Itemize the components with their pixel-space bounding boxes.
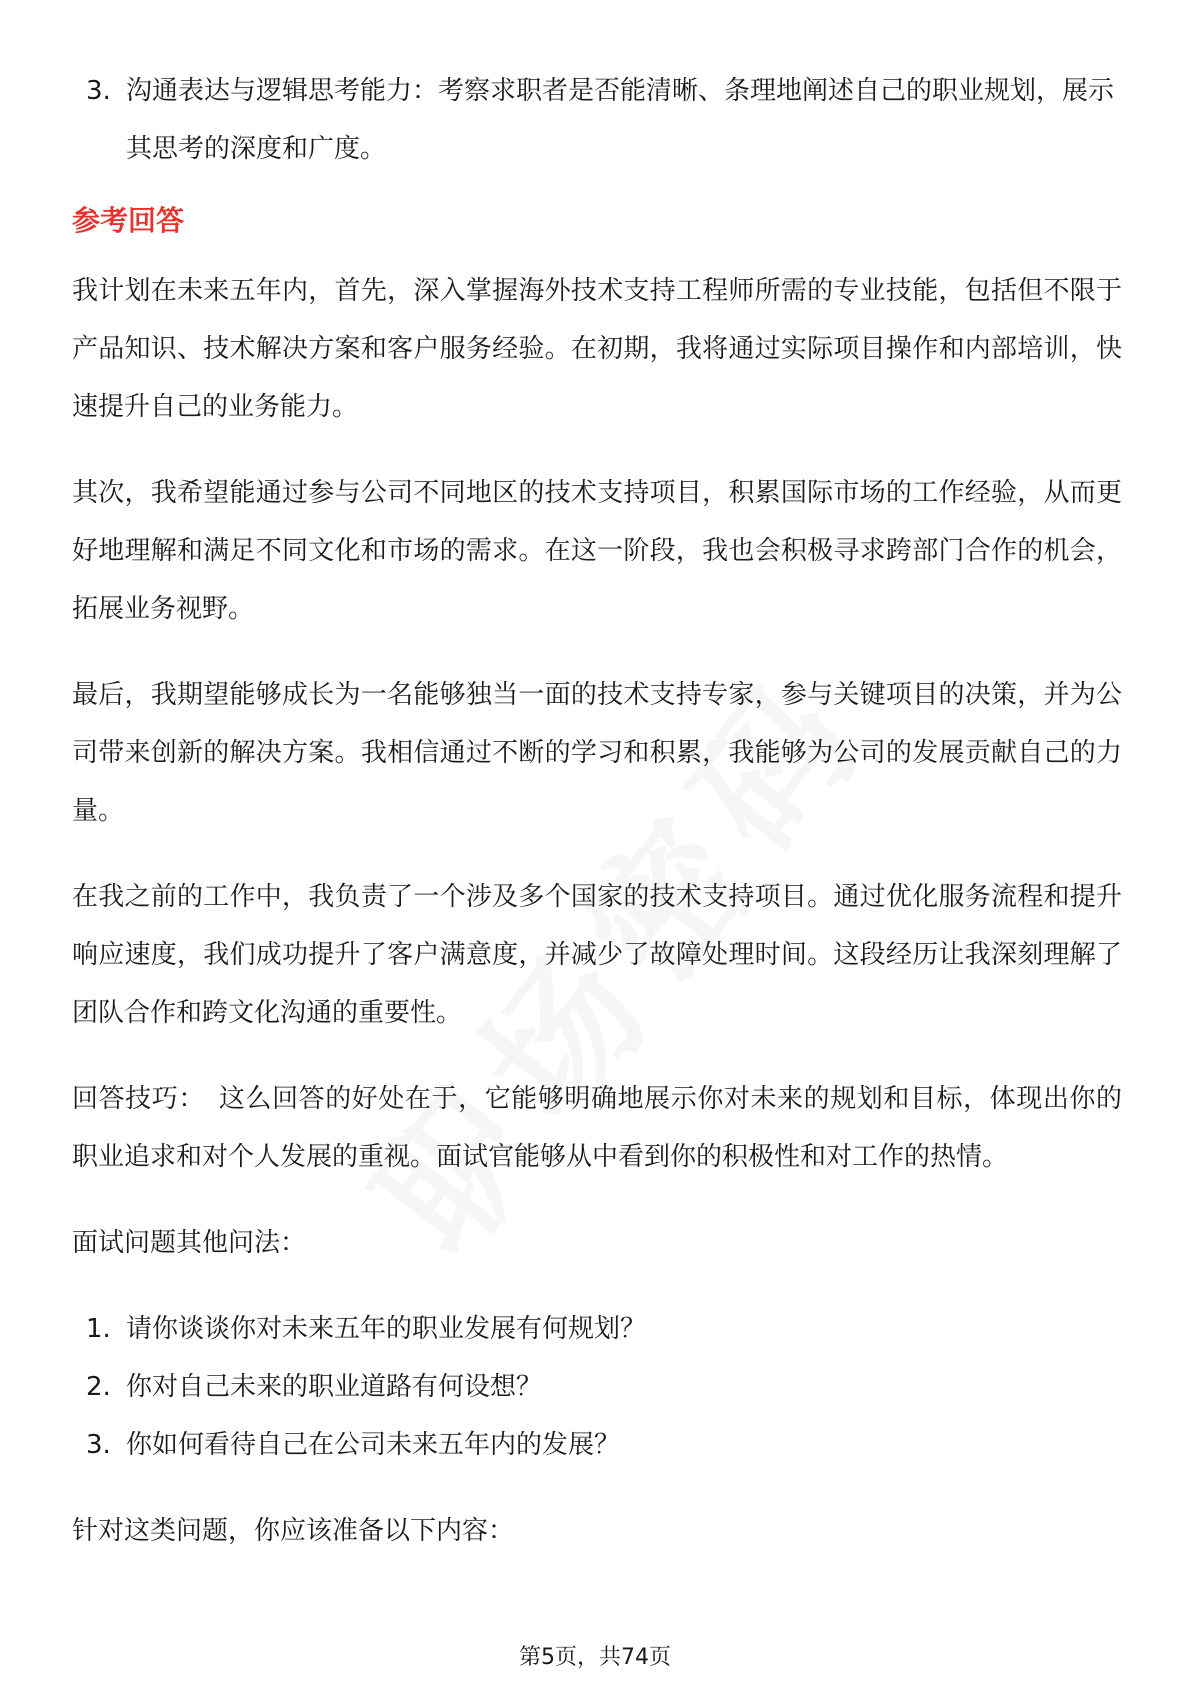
criteria-item-3 bbox=[72, 62, 1122, 178]
prep-heading: 针对这类问题，你应该准备以下内容： bbox=[72, 1516, 515, 1546]
answer-paragraph-4: 在我之前的工作中，我负责了一个涉及多个国家的技术支持项目。通过优化服务流程和提升响应速度，我们成功提升了客户满意度，并减少了故障处理时间。这段经历让我深刻理解了团队合作和跨文化沟通的重要性。 bbox=[72, 882, 1122, 1028]
answer-paragraph-3: 最后，我期望能够成长为一名能够独当一面的技术支持专家，参与关键项目的决策，并为公司带来创新的解决方案。我相信通过不断的学习和积累，我能够为公司的发展贡献自己的力量。 bbox=[72, 680, 1122, 826]
page-content bbox=[72, 62, 1122, 1588]
list-item bbox=[72, 1300, 1122, 1358]
list-item bbox=[72, 1416, 1122, 1474]
answer-paragraph-2: 其次，我希望能通过参与公司不同地区的技术支持项目，积累国际市场的工作经验，从而更好地理解和满足不同文化和市场的需求。在这一阶段，我也会积极寻求跨部门合作的机会，拓展业务视野。 bbox=[72, 478, 1122, 624]
tips-label: 回答技巧： bbox=[72, 1084, 205, 1114]
list-item-number: 3. bbox=[86, 1430, 111, 1460]
page-number-footer: 第5页，共74页 bbox=[519, 1645, 671, 1670]
answer-paragraph-1: 我计划在未来五年内，首先，深入掌握海外技术支持工程师所需的专业技能，包括但不限于产品知识、技术解决方案和客户服务经验。在初期，我将通过实际项目操作和内部培训，快速提升自己的业务能力。 bbox=[72, 276, 1122, 422]
list-item-number: 2. bbox=[86, 1372, 111, 1402]
criteria-item-text: 沟通表达与逻辑思考能力：考察求职者是否能清晰、条理地阐述自己的职业规划，展示其思考的深度和广度。 bbox=[126, 76, 1115, 164]
list-item bbox=[72, 1358, 1122, 1416]
criteria-item-number: 3. bbox=[86, 76, 111, 106]
list-item-text: 你对自己未来的职业道路有何设想？ bbox=[126, 1372, 543, 1402]
list-item-number: 1. bbox=[86, 1314, 111, 1344]
reference-answer-heading: 参考回答 bbox=[72, 204, 185, 237]
tips-text: 这么回答的好处在于，它能够明确地展示你对未来的规划和目标，体现出你的职业追求和对个人发展的重视。面试官能够从中看到你的积极性和对工作的热情。 bbox=[72, 1084, 1122, 1172]
list-item-text: 请你谈谈你对未来五年的职业发展有何规划？ bbox=[126, 1314, 647, 1344]
answer-tips bbox=[72, 1070, 1122, 1186]
list-item-text: 你如何看待自己在公司未来五年内的发展？ bbox=[126, 1430, 621, 1460]
alternatives-heading: 面试问题其他问法： bbox=[72, 1228, 307, 1258]
alternatives-list bbox=[72, 1300, 1122, 1474]
